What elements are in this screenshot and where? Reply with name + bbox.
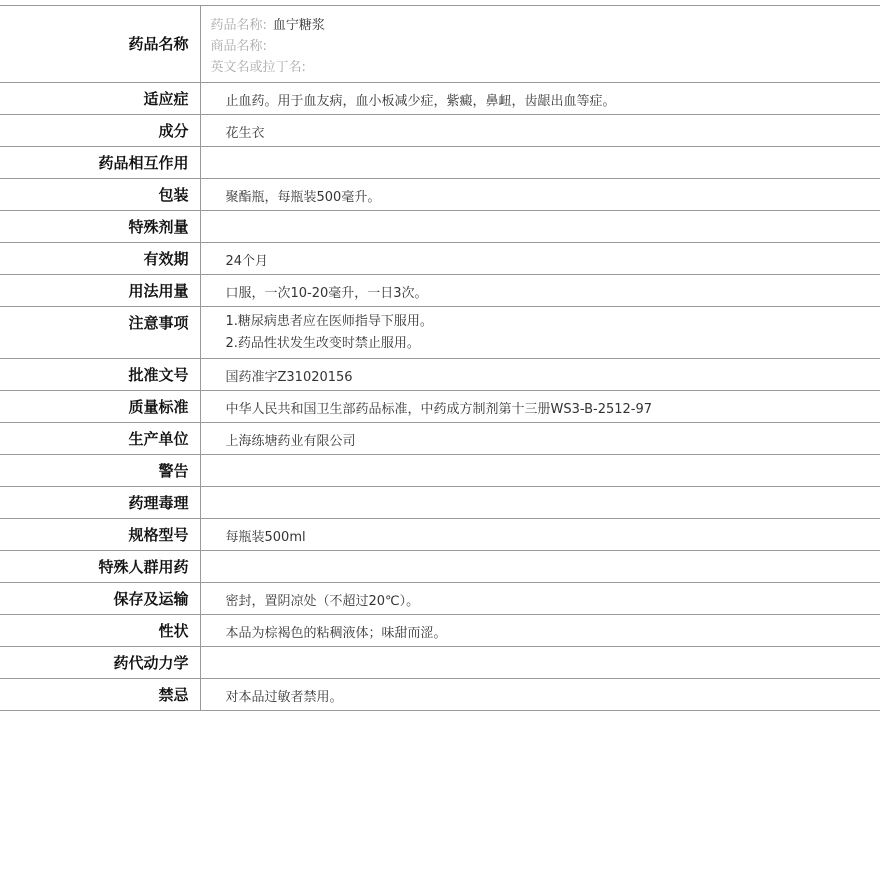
table-row: [0, 83, 880, 115]
row-value: [200, 455, 880, 487]
row-value: [200, 647, 880, 679]
row-label: 药品名称: [0, 6, 200, 83]
row-value: 中华人民共和国卫生部药品标准，中药成方制剂第十三册WS3-B-2512-97: [200, 391, 880, 423]
table-row-notes: [0, 307, 880, 359]
row-label: 有效期: [0, 243, 200, 275]
row-value: 密封，置阴凉处（不超过20℃）。: [200, 583, 880, 615]
table-row: [0, 519, 880, 551]
note-line: 2.药品性状发生改变时禁止服用。: [225, 336, 420, 351]
row-label: 质量标准: [0, 391, 200, 423]
table-row: [0, 455, 880, 487]
table-row: [0, 211, 880, 243]
row-value: 口服，一次10-20毫升，一日3次。: [200, 275, 880, 307]
name-line-latin: 英文名或拉丁名:: [210, 60, 306, 75]
row-label: 批准文号: [0, 359, 200, 391]
row-label: 性状: [0, 615, 200, 647]
row-label: 禁忌: [0, 679, 200, 711]
row-label: 药品相互作用: [0, 147, 200, 179]
table-row: [0, 391, 880, 423]
row-value: 本品为棕褐色的粘稠液体；味甜而涩。: [200, 615, 880, 647]
table-row: [0, 275, 880, 307]
row-value: 上海练塘药业有限公司: [200, 423, 880, 455]
row-value: 每瓶装500ml: [200, 519, 880, 551]
note-line: 1.糖尿病患者应在医师指导下服用。: [225, 314, 433, 329]
table-row: [0, 487, 880, 519]
notes-values: [200, 307, 880, 359]
row-label: 药理毒理: [0, 487, 200, 519]
table-row: [0, 179, 880, 211]
row-value: 止血药。用于血友病，血小板减少症，紫癜，鼻衄，齿龈出血等症。: [200, 83, 880, 115]
table-row: [0, 243, 880, 275]
row-value: [200, 211, 880, 243]
row-value: [200, 147, 880, 179]
row-value: [200, 551, 880, 583]
table-row: [0, 583, 880, 615]
table-row: [0, 551, 880, 583]
name-line-trade: 商品名称:: [210, 39, 267, 54]
table-row: [0, 615, 880, 647]
row-value: 国药准字Z31020156: [200, 359, 880, 391]
row-label: 警告: [0, 455, 200, 487]
row-label: 生产单位: [0, 423, 200, 455]
row-label: 药代动力学: [0, 647, 200, 679]
row-label: 包装: [0, 179, 200, 211]
row-label: 用法用量: [0, 275, 200, 307]
row-value: 对本品过敏者禁用。: [200, 679, 880, 711]
table-row: [0, 147, 880, 179]
row-label: 保存及运输: [0, 583, 200, 615]
row-label: 注意事项: [0, 307, 200, 359]
table-row: [0, 423, 880, 455]
drug-name-values: [200, 6, 880, 83]
table-row: [0, 115, 880, 147]
row-value: 24个月: [200, 243, 880, 275]
table-row-drug-name: [0, 6, 880, 83]
name-line-generic: 药品名称: 血宁糖浆: [210, 18, 325, 33]
row-value: 聚酯瓶，每瓶装500毫升。: [200, 179, 880, 211]
row-label: 特殊剂量: [0, 211, 200, 243]
table-row: [0, 359, 880, 391]
drug-info-table: [0, 5, 880, 711]
row-label: 规格型号: [0, 519, 200, 551]
row-label: 成分: [0, 115, 200, 147]
row-value: [200, 487, 880, 519]
row-label: 特殊人群用药: [0, 551, 200, 583]
row-value: 花生衣: [200, 115, 880, 147]
table-row: [0, 647, 880, 679]
table-row: [0, 679, 880, 711]
row-label: 适应症: [0, 83, 200, 115]
